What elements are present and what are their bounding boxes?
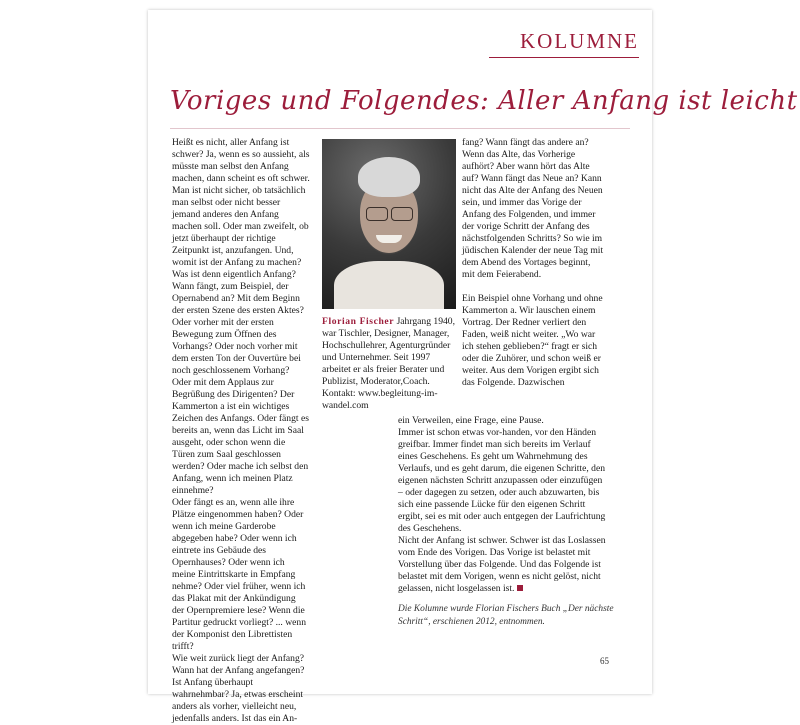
headline-divider [170,128,630,129]
paragraph: Ein Beispiel ohne Vorhang und ohne Kammerton a. Wir lauschen einem Vortrag. Der Redner verliert den Faden, weiß nicht weiter. „Wo war ich stehen geblieben?“ fragt er sich oder die Zuhörer, und schon weiß er weiter. Aus dem Vorigen ergibt sich das Folgende. Dazwischen [462,293,603,388]
photo-caption [322,316,458,412]
caption-text: Jahrgang 1940, war Tischler, Designer, Manager, Hochschullehrer, Agenturgründer und Unternehmer. Seit 1997 arbeitet er als freier Berater und Publizist, Moderator,Coach. Kontakt: www.begleitung-im-wandel.com [322,316,456,411]
magazine-page [148,10,798,724]
paragraph: ein Verweilen, eine Frage, eine Pause. [398,415,544,426]
article-headline: Voriges und Folgendes: Aller Anfang ist leicht [170,86,798,116]
paragraph: Heißt es nicht, aller Anfang ist schwer? Ja, wenn es so aussieht, als müsste man selbst den Anfang machen, dann scheint es oft schwer. Man ist nicht sicher, ob tatsächlich man selbst oder nicht besser jemand anderes den Anfang machen soll. Oder man zweifelt, ob jetzt überhaupt der richtige Zeitpunkt ist, anzufangen. Und, womit ist der Anfang zu machen? [172,137,310,268]
author-portrait [322,139,456,309]
section-kicker: KOLUMNE [489,29,639,58]
paragraph: Immer ist schon etwas vor-handen, vor den Händen greifbar. Immer findet man sich bereits im Verlauf eines Geschehens. Es geht um Wahrnehmung des Verlaufs, und es geht darum, die eigenen Schritte, den eigenen nächsten Schritt anzupassen oder einzufügen – oder dagegen zu setzen, oder auch abzuwarten, bis sich eine passende Lücke für den eigenen Schritt ergibt, sei es mit oder auch entgegen der Laufrichtung des Geschehens. [398,427,606,534]
source-note: Die Kolumne wurde Florian Fischers Buch „Der nächste Schritt“, erschienen 2012, entnommen. [398,604,614,627]
caption-author-name: Florian Fischer [322,316,395,327]
paragraph: Wie weit zurück liegt der Anfang? Wann hat der Anfang angefangen? Ist Anfang überhaupt wahrnehmbar? Ja, etwas erscheint anders als vorher, vielleicht neu, jedenfalls anders. Ist das ein An- [172,653,305,724]
paragraph: fang? Wann fängt das andere an? Wenn das Alte, das Vorherige aufhört? Aber wann hört das Alte auf? Wann fängt das Neue an? Kann nicht das Alte der Anfang des Neuen sein, und immer das Vorige der Anfang des Folgenden, und immer der vorige Schritt der Anfang des nächstfolgenden Schritts? So wie im jüdischen Kalender der neue Tag mit dem Abend des Vortages beginnt, mit dem Feierabend. [462,137,604,280]
paragraph: Oder fängt es an, wenn alle ihre Plätze eingenommen haben? Oder wenn ich meine Garderobe abgegeben habe? Oder wenn ich eintrete ins Gebäude des Opernhauses? Oder wenn ich meine Eintrittskarte in Empfang nehme? Oder viel früher, wenn ich das Plakat mit der Ankündigung der Opernpremiere lese? Wenn die Partitur gedruckt vorliegt? ... wenn der Komponist den Librettisten trifft? [172,497,307,652]
paragraph-text: Nicht der Anfang ist schwer. Schwer ist das Loslassen vom Ende des Vorigen. Das Vorige ist belastet mit Vorstellung über das Folgende. Und das Folgende ist belastet mit dem Vorigen, wenn es nicht gelöst, nicht gelassen, nicht losgelassen ist. [398,535,606,594]
article-column-left [172,137,310,725]
page-number: 65 [600,656,609,666]
paragraph: Was ist denn eigentlich Anfang? Wann fängt, zum Beispiel, der Opernabend an? Mit dem Beginn der ersten Szene des ersten Aktes? Oder vorher mit der ersten Bewegung zum Öffnen des Vorhangs? Oder noch vorher mit dem ersten Ton der Ouvertüre bei noch geschlossenem Vorhang? Oder mit dem Applaus zur Begrüßung des Dirigenten? Der Kammerton a ist ein wichtiges Zeichen des Anfangs. Oder fängt es bereits an, wenn das Licht im Saal ausgeht, oder schon wenn die Türen zum Saal geschlossen werden? Oder mache ich selbst den Anfang, wenn ich meinen Platz einnehme? [172,269,309,496]
paragraph [398,535,606,595]
article-column-wide [398,415,606,595]
article-column-right [462,137,604,389]
end-mark-icon [517,585,523,591]
